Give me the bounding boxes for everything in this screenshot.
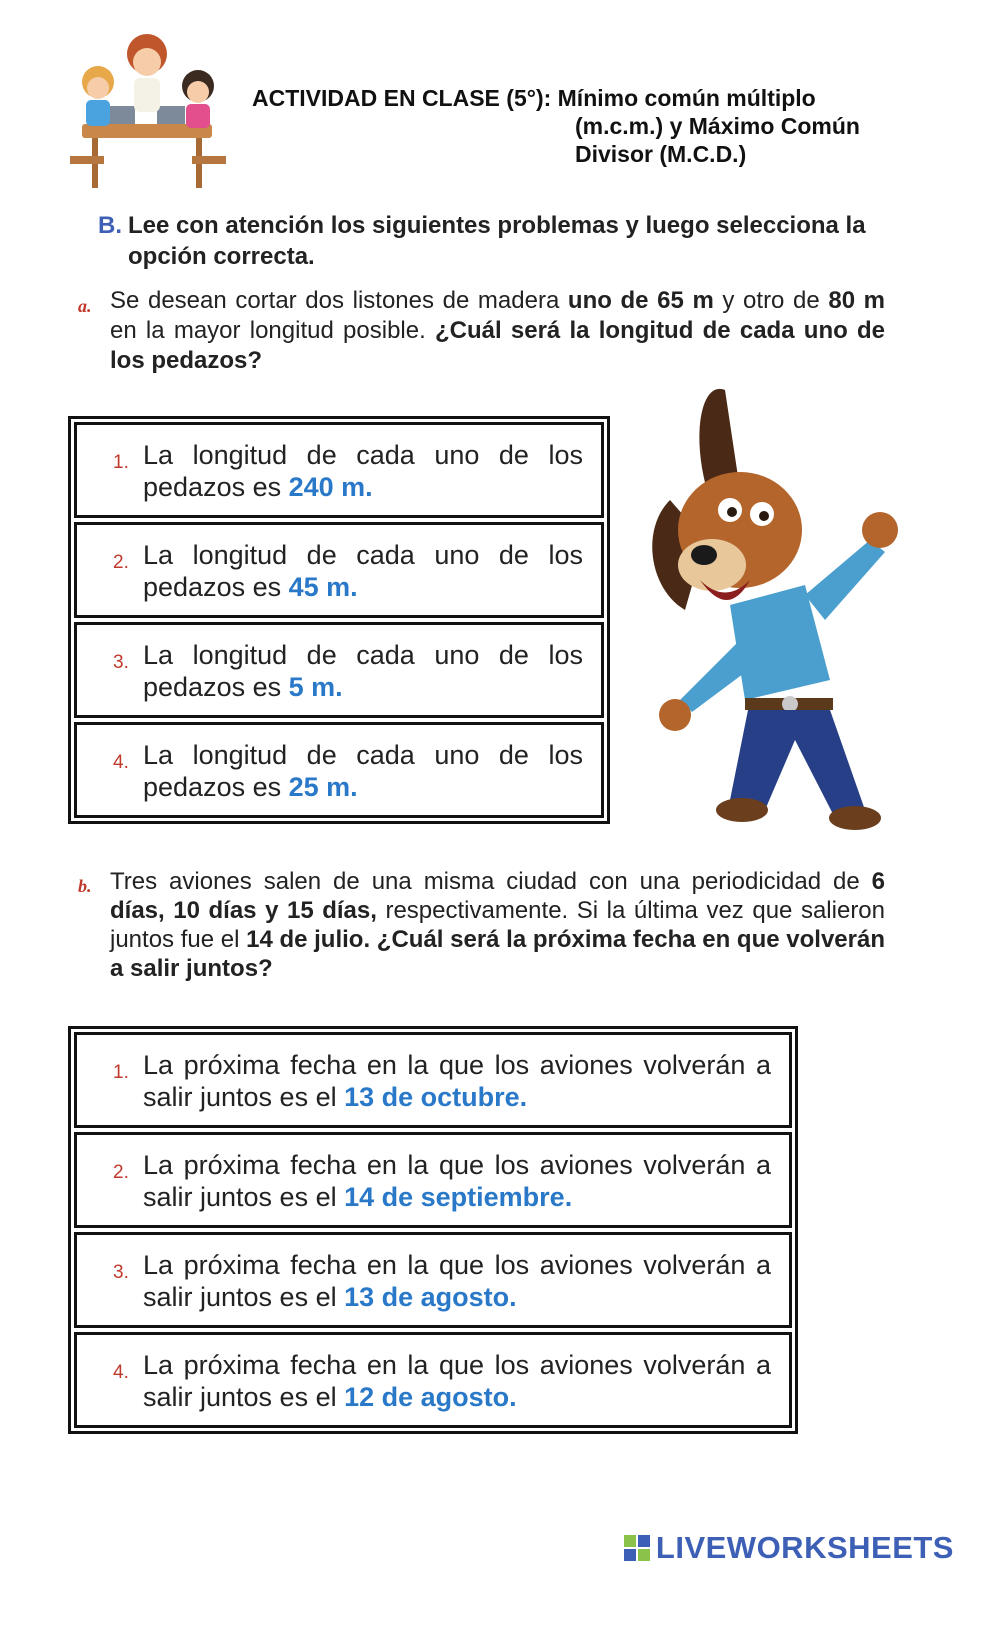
option-text: La próxima fecha en la que los aviones volverán a salir juntos es el	[143, 1150, 771, 1212]
option-a-3[interactable]	[74, 622, 604, 718]
option-text: La próxima fecha en la que los aviones volverán a salir juntos es el	[143, 1050, 771, 1112]
option-number: 4.	[113, 1362, 129, 1383]
option-number: 2.	[113, 552, 129, 573]
question-b-segment: Tres aviones salen de una misma ciudad con una periodicidad de	[110, 868, 872, 895]
option-text: La longitud de cada uno de los pedazos es	[143, 740, 583, 802]
question-b-letter: b.	[78, 876, 92, 896]
option-text: La próxima fecha en la que los aviones volverán a salir juntos es el	[143, 1250, 771, 1312]
option-number: 3.	[113, 1262, 129, 1283]
question-a-letter: a.	[78, 296, 92, 316]
question-a-segment: Se desean cortar dos listones de madera	[110, 287, 568, 314]
instruction-text: Lee con atención los siguientes problemas y luego selecciona la opción correcta.	[128, 212, 866, 270]
question-b-question: 14 de julio. ¿Cuál será la próxima fecha en que volverán a salir juntos?	[110, 926, 885, 982]
instruction-letter: B.	[98, 212, 122, 239]
option-b-3[interactable]	[74, 1232, 792, 1328]
option-text: La longitud de cada uno de los pedazos es	[143, 440, 583, 502]
worksheet-title	[252, 84, 860, 168]
option-answer: 13 de octubre.	[344, 1082, 528, 1112]
question-a-question: ¿Cuál será la longitud de cada uno de los pedazos?	[110, 317, 885, 374]
option-text: La próxima fecha en la que los aviones volverán a salir juntos es el	[143, 1350, 771, 1412]
cartoon-dog-illustration	[630, 380, 920, 850]
question-b-text	[110, 867, 885, 983]
option-number: 4.	[113, 752, 129, 773]
question-b-options	[68, 1026, 798, 1434]
question-b-bold: 6 días, 10 días y 15 días,	[110, 868, 885, 924]
option-a-1[interactable]	[74, 422, 604, 518]
option-number: 1.	[113, 452, 129, 473]
option-b-1[interactable]	[74, 1032, 792, 1128]
option-number: 3.	[113, 652, 129, 673]
option-answer: 5 m.	[288, 672, 343, 702]
option-number: 2.	[113, 1162, 129, 1183]
option-answer: 25 m.	[288, 772, 358, 802]
option-number: 1.	[113, 1062, 129, 1083]
option-answer: 45 m.	[288, 572, 358, 602]
option-answer: 14 de septiembre.	[344, 1182, 573, 1212]
liveworksheets-logo-icon	[624, 1535, 650, 1561]
option-answer: 240 m.	[288, 472, 373, 502]
question-a-bold: uno de 65 m	[567, 287, 714, 314]
option-text: La longitud de cada uno de los pedazos es	[143, 640, 583, 702]
kids-at-table-illustration	[62, 26, 232, 196]
question-a-bold: 80 m	[828, 287, 885, 314]
instruction	[98, 210, 928, 272]
title-line-2: (m.c.m.) y Máximo Común	[575, 113, 860, 139]
question-a-segment: en la mayor longitud posible.	[110, 317, 435, 344]
option-a-2[interactable]	[74, 522, 604, 618]
option-answer: 12 de agosto.	[344, 1382, 517, 1412]
liveworksheets-brand	[624, 1530, 954, 1566]
option-a-4[interactable]	[74, 722, 604, 818]
question-a-segment: y otro de	[713, 287, 829, 314]
option-b-2[interactable]	[74, 1132, 792, 1228]
option-text: La longitud de cada uno de los pedazos es	[143, 540, 583, 602]
question-a-text	[110, 286, 885, 376]
question-a-options	[68, 416, 610, 824]
option-answer: 13 de agosto.	[344, 1282, 517, 1312]
title-line-1: ACTIVIDAD EN CLASE (5°): Mínimo común múltiplo	[252, 85, 816, 111]
question-b-segment: respectivamente. Si la última vez que salieron juntos fue el	[110, 897, 886, 953]
brand-text: LIVEWORKSHEETS	[655, 1530, 954, 1565]
option-b-4[interactable]	[74, 1332, 792, 1428]
title-line-3: Divisor (M.C.D.)	[575, 141, 747, 167]
